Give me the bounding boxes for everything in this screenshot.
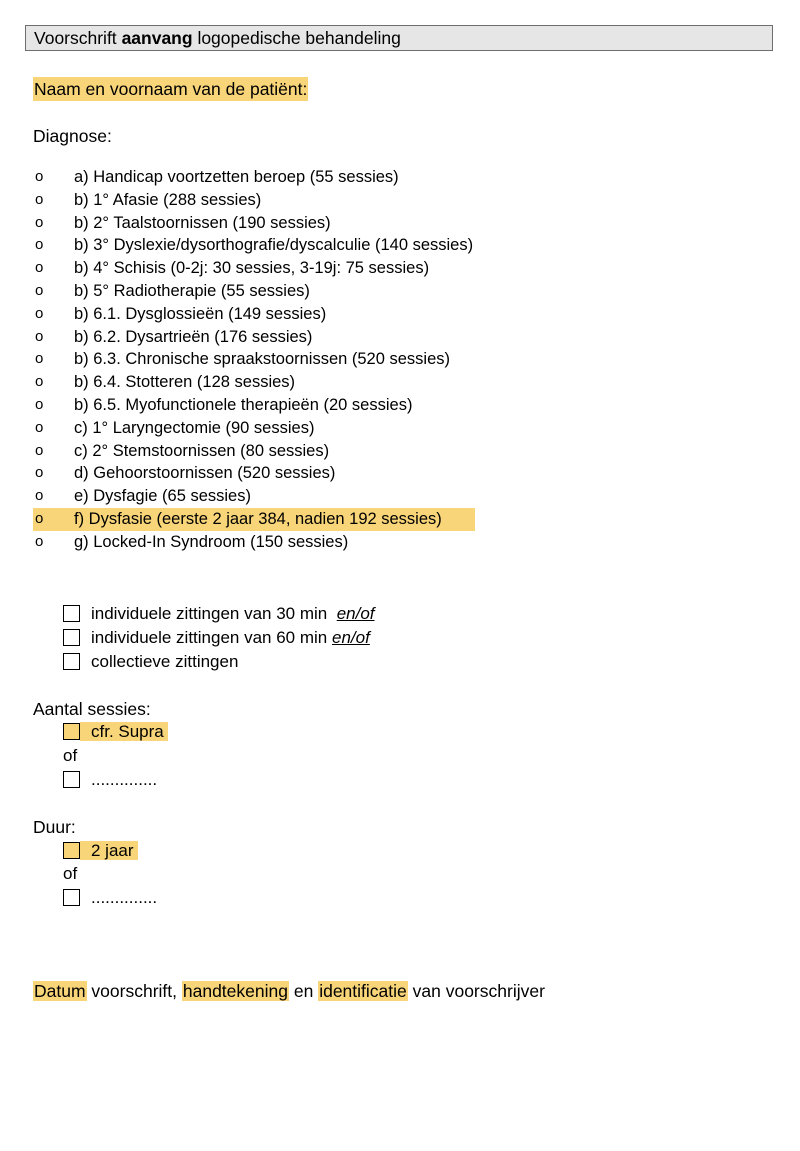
enof-label: en/of bbox=[332, 628, 370, 647]
bullet-icon: o bbox=[35, 327, 44, 345]
bullet-icon: o bbox=[35, 304, 44, 322]
voorschrijver-label: van voorschrijver bbox=[412, 981, 545, 1001]
bullet-icon: o bbox=[35, 418, 44, 436]
diagnosis-option-label: b) 6.5. Myofunctionele therapieën (20 sessies) bbox=[74, 395, 413, 414]
bullet-icon: o bbox=[35, 281, 44, 299]
bullet-icon: o bbox=[35, 236, 44, 254]
enof-label: en/of bbox=[336, 604, 375, 623]
handtekening-label: handtekening bbox=[182, 981, 288, 1001]
diagnosis-option[interactable] bbox=[33, 303, 593, 326]
diagnosis-list bbox=[33, 166, 593, 554]
bullet-icon: o bbox=[35, 464, 44, 482]
diagnosis-option[interactable] bbox=[33, 508, 475, 531]
diagnosis-option-label: b) 6.4. Stotteren (128 sessies) bbox=[74, 373, 296, 392]
duration-blank-field[interactable]: .............. bbox=[91, 888, 158, 907]
option-sessions-custom[interactable] bbox=[63, 769, 157, 791]
title-bold: aanvang bbox=[121, 28, 193, 48]
diagnosis-option-label: b) 4° Schisis (0-2j: 30 sessies, 3-19j: 75 sessies) bbox=[74, 259, 430, 278]
individual-60-label: individuele zittingen van 60 min bbox=[91, 628, 328, 647]
en-label: en bbox=[293, 981, 314, 1001]
bullet-icon: o bbox=[35, 509, 44, 527]
diagnosis-option-label: b) 6.2. Dysartrieën (176 sessies) bbox=[74, 327, 313, 346]
bullet-icon: o bbox=[35, 259, 44, 277]
or-label: of bbox=[63, 864, 78, 883]
checkbox-individual-60[interactable] bbox=[63, 629, 80, 646]
diagnosis-option[interactable] bbox=[33, 531, 593, 554]
checkbox-individual-30[interactable] bbox=[63, 605, 80, 622]
bullet-icon: o bbox=[35, 395, 44, 413]
bullet-icon: o bbox=[35, 168, 44, 185]
option-cfr-supra[interactable] bbox=[63, 721, 168, 743]
two-years-label: 2 jaar bbox=[80, 841, 138, 860]
diagnosis-option-label: d) Gehoorstoornissen (520 sessies) bbox=[74, 464, 336, 483]
datum-label: Datum bbox=[34, 981, 86, 1001]
checkbox-cfr-supra[interactable] bbox=[63, 723, 80, 740]
bullet-icon: o bbox=[35, 532, 44, 550]
checkbox-sessions-custom[interactable] bbox=[63, 771, 80, 788]
diagnosis-option-label: a) Handicap voortzetten beroep (55 sessies) bbox=[74, 168, 399, 186]
diagnosis-option-label: e) Dysfagie (65 sessies) bbox=[74, 487, 251, 506]
diagnosis-option[interactable] bbox=[33, 234, 593, 257]
diagnosis-option[interactable] bbox=[33, 166, 593, 189]
checkbox-duration-custom[interactable] bbox=[63, 889, 80, 906]
option-collective[interactable] bbox=[63, 651, 238, 673]
diagnosis-option[interactable] bbox=[33, 485, 593, 508]
checkbox-2-years[interactable] bbox=[63, 842, 80, 859]
bullet-icon: o bbox=[35, 190, 44, 208]
diagnosis-option-label: c) 2° Stemstoornissen (80 sessies) bbox=[74, 441, 330, 460]
diagnosis-option-label: c) 1° Laryngectomie (90 sessies) bbox=[74, 418, 315, 437]
diagnosis-option[interactable] bbox=[33, 189, 593, 212]
diagnosis-option[interactable] bbox=[33, 280, 593, 303]
diagnosis-option[interactable] bbox=[33, 371, 593, 394]
diagnosis-option[interactable] bbox=[33, 348, 593, 371]
voorschrift-label: voorschrift, bbox=[91, 981, 177, 1001]
diagnosis-option-label: b) 1° Afasie (288 sessies) bbox=[74, 190, 262, 209]
diagnosis-option-label: f) Dysfasie (eerste 2 jaar 384, nadien 192 sessies) bbox=[74, 509, 442, 528]
diagnosis-option-label: b) 5° Radiotherapie (55 sessies) bbox=[74, 281, 310, 300]
diagnosis-option[interactable] bbox=[33, 440, 593, 463]
signature-line bbox=[33, 979, 545, 1003]
bullet-icon: o bbox=[35, 213, 44, 231]
diagnosis-option-label: b) 2° Taalstoornissen (190 sessies) bbox=[74, 213, 331, 232]
form-title bbox=[25, 25, 773, 51]
option-duration-custom[interactable] bbox=[63, 887, 157, 909]
bullet-icon: o bbox=[35, 441, 44, 459]
option-individual-60[interactable] bbox=[63, 627, 370, 649]
collective-label: collectieve zittingen bbox=[91, 652, 239, 671]
identificatie-label: identificatie bbox=[319, 981, 407, 1001]
diagnosis-option[interactable] bbox=[33, 212, 593, 235]
diagnosis-option[interactable] bbox=[33, 417, 593, 440]
option-individual-30[interactable] bbox=[63, 603, 375, 625]
diagnosis-option[interactable] bbox=[33, 394, 593, 417]
diagnosis-option[interactable] bbox=[33, 462, 593, 485]
diagnosis-option-label: b) 6.1. Dysglossieën (149 sessies) bbox=[74, 304, 327, 323]
title-suffix: logopedische behandeling bbox=[197, 28, 401, 48]
sessions-blank-field[interactable]: .............. bbox=[91, 770, 158, 789]
sessions-count-label: Aantal sessies: bbox=[33, 699, 151, 719]
diagnosis-option-label: g) Locked-In Syndroom (150 sessies) bbox=[74, 532, 349, 551]
bullet-icon: o bbox=[35, 373, 44, 391]
checkbox-collective[interactable] bbox=[63, 653, 80, 670]
cfr-supra-label: cfr. Supra bbox=[80, 722, 168, 741]
individual-30-label: individuele zittingen van 30 min bbox=[91, 604, 328, 623]
bullet-icon: o bbox=[35, 350, 44, 368]
bullet-icon: o bbox=[35, 487, 44, 505]
duration-label: Duur: bbox=[33, 817, 76, 837]
diagnosis-option[interactable] bbox=[33, 326, 593, 349]
diagnosis-label: Diagnose: bbox=[33, 126, 112, 146]
option-2-years[interactable] bbox=[63, 840, 138, 862]
patient-name-label: Naam en voornaam van de patiënt: bbox=[34, 79, 308, 99]
or-label: of bbox=[63, 746, 78, 765]
diagnosis-option-label: b) 3° Dyslexie/dysorthografie/dyscalculie (140 sessies) bbox=[74, 236, 474, 255]
title-prefix: Voorschrift bbox=[34, 28, 117, 48]
diagnosis-option[interactable] bbox=[33, 257, 593, 280]
diagnosis-option-label: b) 6.3. Chronische spraakstoornissen (520 sessies) bbox=[74, 350, 451, 369]
